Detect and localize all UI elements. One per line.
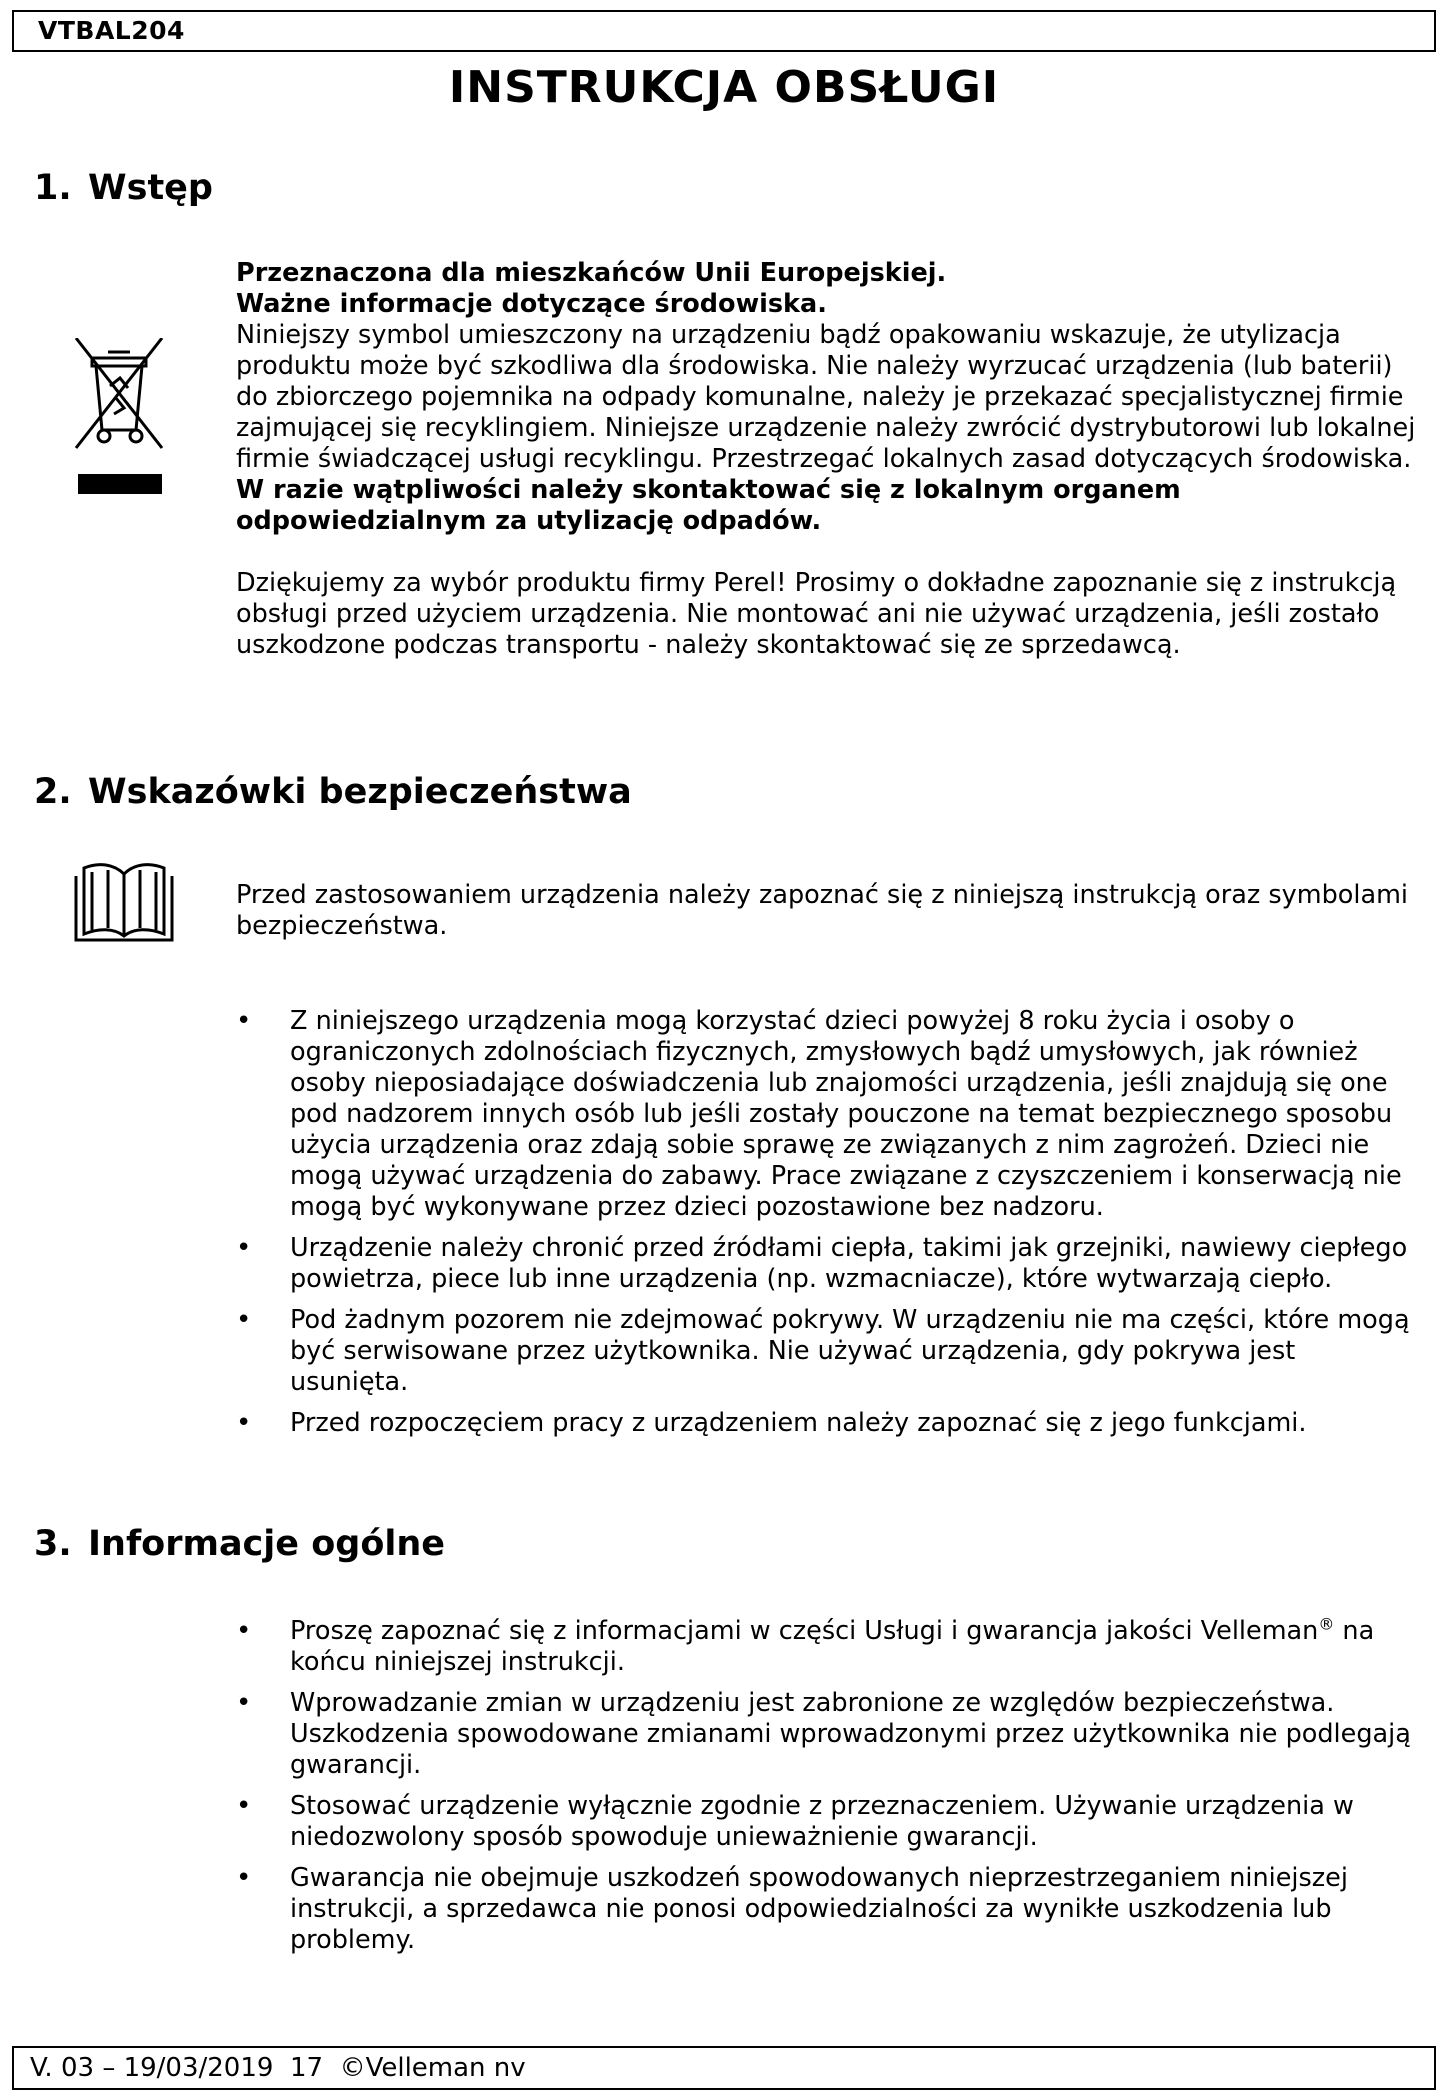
bullet-text-tail: na końcu niniejszej instrukcji. — [290, 1616, 1375, 1677]
section-2-title: Wskazówki bezpieczeństwa — [88, 772, 632, 812]
section-3-heading — [34, 1524, 445, 1564]
section-3-title: Informacje ogólne — [88, 1524, 446, 1564]
environment-info-heading: Ważne informacje dotyczące środowiska. — [236, 289, 827, 319]
disposal-contact-note: W razie wątpliwości należy skontaktować się z lokalnym organem odpowiedzialnym za utylizację odpadów. — [236, 475, 1181, 536]
safety-bullet-list — [236, 1006, 1416, 1449]
weee-crossed-bin-icon — [64, 338, 174, 498]
thank-you-paragraph: Dziękujemy za wybór produktu firmy Perel! Prosimy o dokładne zapoznanie się z instrukcją obsługi przed użyciem urządzenia. Nie montować ani nie używać urządzenia, jeśli zostało uszkodzone podczas transportu - należy skontaktować się ze sprzedawcą. — [236, 568, 1397, 660]
section-3-number: 3. — [34, 1524, 72, 1564]
footer-version-info: V. 03 – 19/03/2019 17 ©Velleman nv — [30, 2053, 526, 2083]
document-title: INSTRUKCJA OBSŁUGI — [448, 62, 1000, 113]
section-2-number: 2. — [34, 772, 72, 812]
section-1-title: Wstęp — [88, 168, 213, 208]
section-1-text — [236, 258, 1416, 661]
section-1-heading — [34, 168, 213, 208]
section-2-heading — [34, 772, 632, 812]
model-number: VTBAL204 — [38, 16, 185, 45]
list-item: • Gwarancja nie obejmuje uszkodzeń spowodowanych nieprzestrzeganiem niniejszej instrukcji, a sprzedawca nie ponosi odpowiedzialności za wynikłe uszkodzenia lub problemy. — [236, 1863, 1416, 1956]
section-2-intro: Przed zastosowaniem urządzenia należy zapoznać się z niniejszą instrukcją oraz symbolami bezpieczeństwa. — [236, 880, 1409, 941]
list-item: • Urządzenie należy chronić przed źródłami ciepła, takimi jak grzejniki, nawiewy ciepłego powietrza, piece lub inne urządzenia (np. wzmacniacze), które wytwarzają ciepło. — [236, 1233, 1416, 1295]
list-item: • Wprowadzanie zmian w urządzeniu jest zabronione ze względów bezpieczeństwa. Uszkodzenia spowodowane zmianami wprowadzonymi przez użytkownika nie podlegają gwarancji. — [236, 1688, 1416, 1781]
list-item — [236, 1616, 1416, 1678]
header-box — [12, 10, 1436, 52]
list-item: • Pod żadnym pozorem nie zdejmować pokrywy. W urządzeniu nie ma części, które mogą być serwisowane przez użytkownika. Nie używać urządzenia, gdy pokrywa jest usunięta. — [236, 1305, 1416, 1398]
list-item: • Przed rozpoczęciem pracy z urządzeniem należy zapoznać się z jego funkcjami. — [236, 1408, 1416, 1439]
list-item: • Z niniejszego urządzenia mogą korzystać dzieci powyżej 8 roku życia i osoby o ograniczonych zdolnościach fizycznych, zmysłowych bądź umysłowych, jak również osoby nieposiadające doświadczenia lub znajomości urządzenia, jeśli znajdują się one pod nadzorem innych osób lub jeśli zostały pouczone na temat bezpiecznego sposobu użycia urządzenia oraz zdają sobie sprawę ze związanych z nim zagrożeń. Dzieci nie mogą używać urządzenia do zabawy. Prace związane z czyszczeniem i konserwacją nie mogą być wykonywane przez dzieci pozostawione bez nadzoru. — [236, 1006, 1416, 1223]
environment-info-body: Niniejszy symbol umieszczony na urządzeniu bądź opakowaniu wskazuje, że utylizacja produktu może być szkodliwa dla środowiska. Nie należy wyrzucać urządzenia (lub baterii) do zbiorczego pojemnika na odpady komunalne, należy je przekazać specjalistycznej firmie zajmującej się recyklingiem. Niniejsze urządzenie należy zwrócić dystrybutorowi lub lokalnej firmie świadczącej usługi recyklingu. Przestrzegać lokalnych zasad dotyczących środowiska. — [236, 320, 1416, 474]
bullet-text: Proszę zapoznać się z informacjami w części Usługi i gwarancja jakości Velleman — [290, 1616, 1319, 1646]
registered-mark: ® — [1318, 1614, 1335, 1634]
list-item: • Stosować urządzenie wyłącznie zgodnie z przeznaczeniem. Używanie urządzenia w niedozwolony sposób spowoduje unieważnienie gwarancji. — [236, 1791, 1416, 1853]
eu-residents-line: Przeznaczona dla mieszkańców Unii Europejskiej. — [236, 258, 947, 288]
section-1-number: 1. — [34, 168, 72, 208]
general-info-bullet-list — [236, 1616, 1416, 1966]
manual-book-icon — [74, 862, 174, 942]
